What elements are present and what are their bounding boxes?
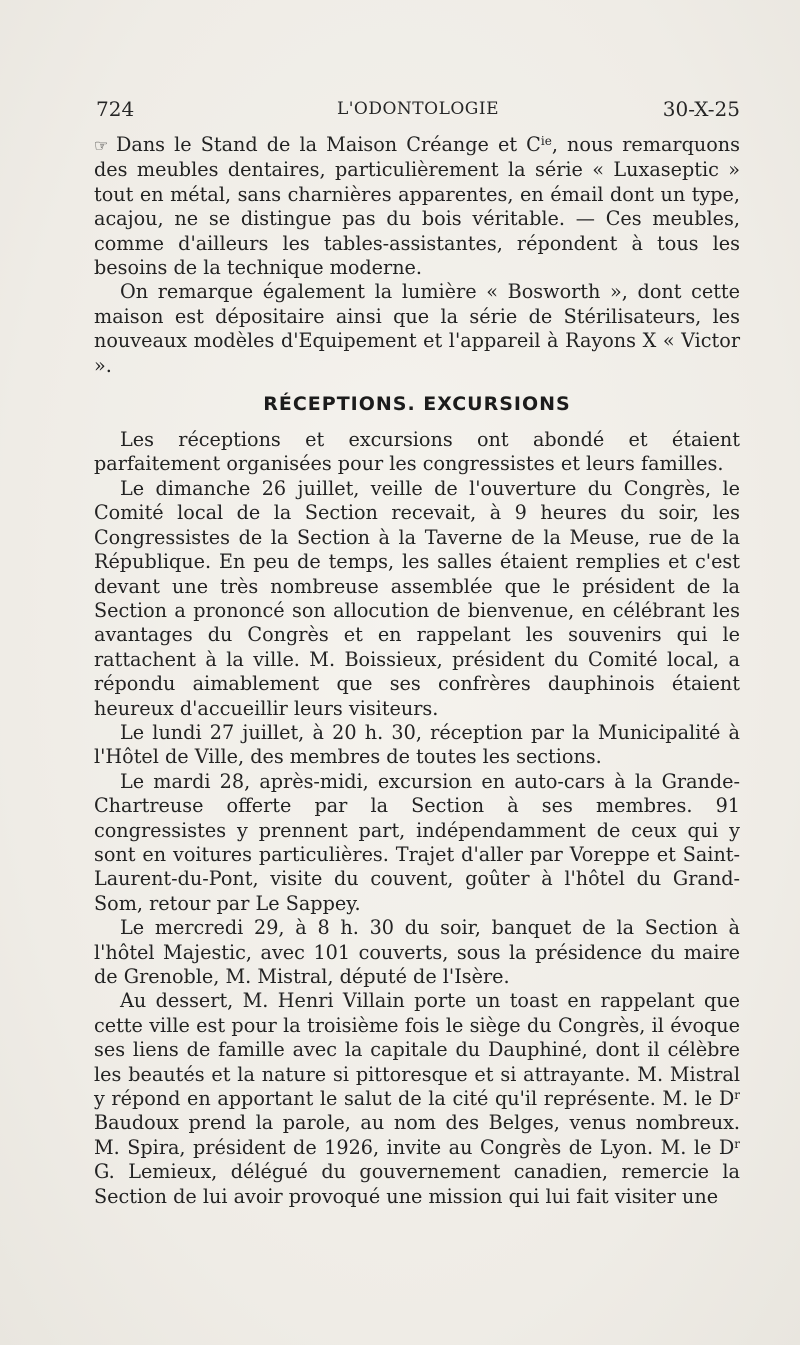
- paragraph: ☞ Dans le Stand de la Maison Créange et $C^{ie}$, nous remarquons des meubles dentaires, particulièrement la série « Luxaseptic » tout en métal, sans charnières apparentes, en émail dont un type, acajou, ne se distingue pas du bois véritable. — Ces meubles, comme d'ailleurs les tables-assistantes, répondent à tous les besoins de la technique moderne.: [94, 133, 740, 280]
- section-heading: RÉCEPTIONS. EXCURSIONS: [263, 393, 571, 416]
- paragraph: On remarque également la lumière « Bosworth », dont cette maison est dépositaire ainsi que la série de Stérilisateurs, les nouveaux modèles d'Equipement et l'appareil à Rayons X « Victor ».: [94, 280, 740, 377]
- issue-date: 30-X-25: [662, 97, 740, 121]
- pointing-hand-icon: ☞: [94, 136, 109, 155]
- paragraph: Au dessert, M. Henri Villain porte un toast en rappelant que cette ville est pour la troisième fois le siège du Congrès, il évoque ses liens de famille avec la capitale du Dauphiné, dont il célèbre les beautés et la nature si pittoresque et si attrayante. M. Mistral y répond en apportant le salut de la cité qu'il représente. M. le $D^r$ Baudoux prend la parole, au nom des Belges, venus nombreux. M. Spira, président de 1926, invite au Congrès de Lyon. M. le $D^r$ G. Lemieux, délégué du gouvernement canadien, remercie la Section de lui avoir provoqué une mission qui lui fait visiter une: [94, 989, 740, 1208]
- paragraph: Le mardi 28, après-midi, excursion en auto-cars à la Grande-Chartreuse offerte par la Section à ses membres. 91 congressistes y prennent part, indépendamment de ceux qui y sont en voitures particulières. Trajet d'aller par Voreppe et Saint-Laurent-du-Pont, visite du couvent, goûter à l'hôtel du Grand-Som, retour par Le Sappey.: [94, 769, 740, 915]
- paragraph: Les réceptions et excursions ont abondé et étaient parfaitement organisées pour les congressistes et leurs familles.: [94, 428, 740, 476]
- journal-title: L'ODONTOLOGIE: [336, 99, 500, 119]
- paragraph: Le dimanche 26 juillet, veille de l'ouverture du Congrès, le Comité local de la Section recevait, à 9 heures du soir, les Congressistes de la Section à la Taverne de la Meuse, rue de la République. En peu de temps, les salles étaient remplies et c'est devant une très nombreuse assemblée que le président de la Section a prononcé son allocution de bienvenue, en célébrant les avantages du Congrès et en rappelant les souvenirs qui le rattachent à la ville. M. Boissieux, président du Comité local, a répondu aimablement que ses confrères dauphinois étaient heureux d'accueillir leurs visiteurs.: [94, 476, 740, 720]
- page-number: 724: [96, 97, 135, 121]
- running-header: [96, 97, 740, 123]
- paragraph: Le mercredi 29, à 8 h. 30 du soir, banquet de la Section à l'hôtel Majestic, avec 101 couverts, sous la présidence du maire de Grenoble, M. Mistral, député de l'Isère.: [94, 916, 740, 988]
- paragraph: Le lundi 27 juillet, à 20 h. 30, réception par la Municipalité à l'Hôtel de Ville, des membres de toutes les sections.: [94, 720, 740, 769]
- body-text: [94, 133, 740, 1209]
